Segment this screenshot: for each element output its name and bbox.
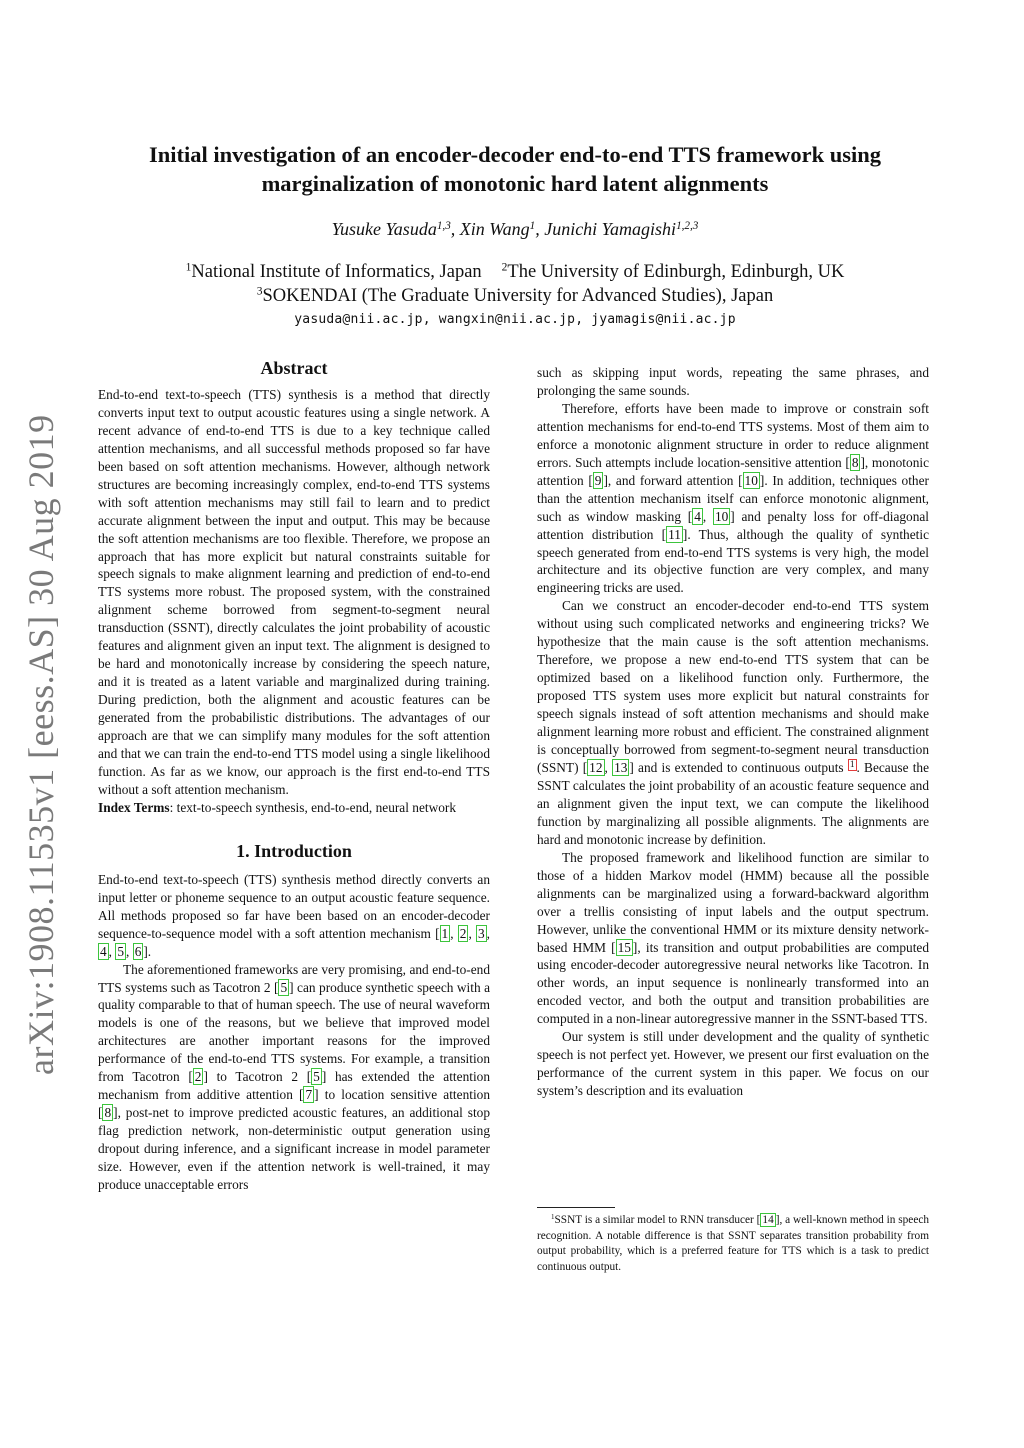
intro-paragraph: End-to-end text-to-speech (TTS) synthesis method directly converts an input letter or phoneme sequence to an output acoustic feature sequence. All methods proposed so far have been based on an encoder-decoder sequence-to-sequence model with a soft attention mechanism [ 1 , 2 , 3 , 4 , 5 , 6 ]. [98, 871, 491, 959]
affil-mark: 1 [185, 261, 192, 274]
author-emails: yasuda@nii.ac.jp, wangxin@nii.ac.jp, jyamagis@nii.ac.jp [294, 312, 736, 327]
author-name: Xin Wang [459, 219, 530, 239]
citation-link[interactable]: 3 [478, 925, 485, 941]
citation-link[interactable]: 1 [441, 925, 449, 941]
body-paragraph: Our system is still under development and the quality of synthetic speech is not perfect yet. However, we present our first evaluation on the performance of the current system in this paper. We focus on our system’s description and its evaluation [537, 1029, 929, 1099]
author-name: Yusuke Yasuda [331, 219, 437, 239]
section-heading-introduction: 1. Introduction [236, 840, 352, 861]
citation-link[interactable]: 6 [134, 943, 142, 959]
author-affil-mark: 1 [529, 219, 536, 232]
citation-link[interactable]: 5 [280, 979, 288, 995]
abstract-heading: Abstract [260, 358, 328, 378]
citation-link[interactable]: 8 [104, 1105, 112, 1121]
author-list: Yusuke Yasuda$^{1,3}$, Xin Wang$^1$, Junichi Yamagishi$^{1,2,3}$ [331, 219, 699, 239]
left-column [98, 360, 490, 1194]
body-paragraph: The proposed framework and likelihood function are similar to those of a hidden Markov model (HMM) because all the possible alignments can be marginalized using a forward-backward algorithm over a trellis consisting of input labels and the output spectrum. However, unlike the conventional HMM or its mixture density network-based HMM [ 15 ], its transition and output probabilities are computed using encoder-decoder autoregressive neural networks like Tacotron. In other words, an input sequence is nonlinearly transformed into an encoded vector, and both the output and transition probabilities are computed in a non-linear autoregressive manner in the SSNT-based TTS. [537, 849, 930, 1027]
affil-mark: 2 [501, 261, 508, 274]
citation-link[interactable]: 10 [714, 508, 729, 524]
index-terms-text: : text-to-speech synthesis, end-to-end, neural network [169, 799, 456, 815]
citation-link[interactable]: 4 [100, 943, 107, 959]
index-terms [98, 799, 490, 817]
citation-link[interactable]: 5 [313, 1069, 320, 1085]
affil-mark: 3 [256, 285, 263, 298]
author-name: Junichi Yamagishi [544, 219, 677, 239]
footnote-mark: 1 [551, 1213, 555, 1222]
right-column [537, 364, 929, 1100]
index-terms-label: Index Terms [98, 799, 170, 815]
citation-link[interactable]: 9 [594, 472, 602, 488]
author-affil-mark: 1,3 [436, 219, 451, 232]
citation-link[interactable]: 5 [117, 943, 125, 959]
citation-link[interactable]: 8 [851, 454, 859, 470]
affiliations [90, 260, 940, 308]
abstract-text: End-to-end text-to-speech (TTS) synthesis is a method that directly converts input text to output acoustic features using a single network. A recent advance of end-to-end TTS is due to a key technique called attention mechanisms, and all successful methods proposed so far have been based on soft attention mechanisms. However, although network structures are becoming increasingly complex, end-to-end TTS systems with soft attention mechanisms may still fail to learn and to predict accurate alignment between the input and output. This may be because the soft attention mechanisms are too flexible. Therefore, we propose an approach that has more explicit but natural constraints suitable for speech signals to make alignment learning and prediction of end-to-end TTS systems more robust. The proposed system, with the constrained alignment scheme borrowed from segment-to-segment neural transduction (SSNT), directly calculates the joint probability of acoustic features and alignment given an input text. The alignment is designed to be hard and monotonically increase by considering the speech nature, and it is treated as a latent variable and marginalized during training. During prediction, both the alignment and acoustic features can be generated from the probabilistic distributions. The advantages of our approach are that we can simplify many modules for the soft attention and that we can train the end-to-end TTS model using a single likelihood function. As far as we know, our approach is the first end-to-end TTS without a soft attention mechanism. [98, 386, 490, 797]
citation-link[interactable]: 2 [194, 1069, 202, 1085]
affiliation: National Institute of Informatics, Japan [191, 262, 482, 282]
citation-link[interactable]: 10 [744, 472, 758, 488]
citation-link[interactable]: 12 [589, 759, 603, 775]
body-paragraph: such as skipping input words, repeating the same phrases, and prolonging the same sounds. [537, 365, 929, 398]
body-paragraph: Therefore, efforts have been made to improve or constrain soft attention mechanisms for end-to-end TTS systems. Most of them aim to enforce a monotonic alignment structure in order to reduce alignment errors. Such attempts include location-sensitive attention [ 8 ], monotonic attention [ 9 ], and forward attention [ 10 ]. In addition, techniques other than the attention mechanism itself can enforce monotonic alignment, such as window masking [ 4 , 10 ] and penalty loss for off-diagonal attention distribution [ 11 ]. Thus, although the quality of synthetic speech generated from end-to-end TTS systems is very high, the model architecture and its objective function are very complex, and many engineering tricks are used. [537, 400, 930, 596]
affiliation: The University of Edinburgh, Edinburgh, UK [507, 262, 845, 282]
body-paragraph: Can we construct an encoder-decoder end-to-end TTS system without using such complicated networks and engineering tricks? We hypothesize that the main cause is the soft attention mechanisms. Therefore, we propose a new end-to-end TTS system that can be optimized based on a likelihood function only. Furthermore, the proposed TTS system uses more explicit but natural constraints for speech signals instead of soft attention mechanisms and should make alignment learning more robust and efficient. The constrained alignment is conceptually borrowed from segment-to-segment neural transduction (SSNT) [ 12 , 13 ] and is extended to continuous outputs $^1$ . Because the SSNT calculates the joint probability of an acoustic feature sequence and an alignment given the input text, we can compute the likelihood function by marginalizing all possible alignments. The alignments are hard and monotonic increase by definition. [537, 598, 930, 847]
citation-link[interactable]: 11 [668, 526, 681, 542]
citation-link[interactable]: 4 [694, 508, 701, 524]
footnote-link[interactable]: 1 [849, 760, 855, 771]
arxiv-identifier: arXiv:1908.11535v1 [eess.AS] 30 Aug 2019 [21, 414, 61, 1075]
paper-title: Initial investigation of an encoder-decoder end-to-end TTS framework using marginalization of monotonic hard latent alignments [148, 142, 882, 196]
citation-link[interactable]: 15 [617, 939, 631, 955]
author-affil-mark: 1,2,3 [676, 219, 699, 232]
citation-link[interactable]: 14 [762, 1214, 774, 1226]
citation-link[interactable]: 13 [614, 759, 628, 775]
footnote-divider [537, 1207, 615, 1208]
affiliation: SOKENDAI (The Graduate University for Advanced Studies), Japan [262, 286, 774, 306]
footnote: $^1$SSNT is a similar model to RNN transducer [ 14 ], a well-known method in speech recognition. A notable difference is that SSNT separates transition probability from output probability, which is a preferred feature for TTS which is a task to predict continuous output. [537, 1213, 929, 1273]
citation-link[interactable]: 7 [305, 1087, 313, 1103]
citation-link[interactable]: 2 [459, 925, 467, 941]
intro-paragraph: The aforementioned frameworks are very promising, and end-to-end TTS systems such as Tacotron 2 [ 5 ] can produce synthetic speech with a quality comparable to that of human speech. The use of neural waveform models is one of the reasons, but we believe that improved model architectures are another important reasons for the improved performance of the end-to-end TTS systems. For example, a transition from Tacotron [ 2 ] to Tacotron 2 [ 5 ] has extended the attention mechanism from additive attention [ 7 ] to location sensitive attention [ 8 ], post-net to improve predicted acoustic features, an additional stop flag prediction network, non-deterministic output generation using dropout during inference, and a significant increase in model parameter size. However, even if the attention network is well-trained, it may produce unacceptable errors [98, 961, 490, 1192]
